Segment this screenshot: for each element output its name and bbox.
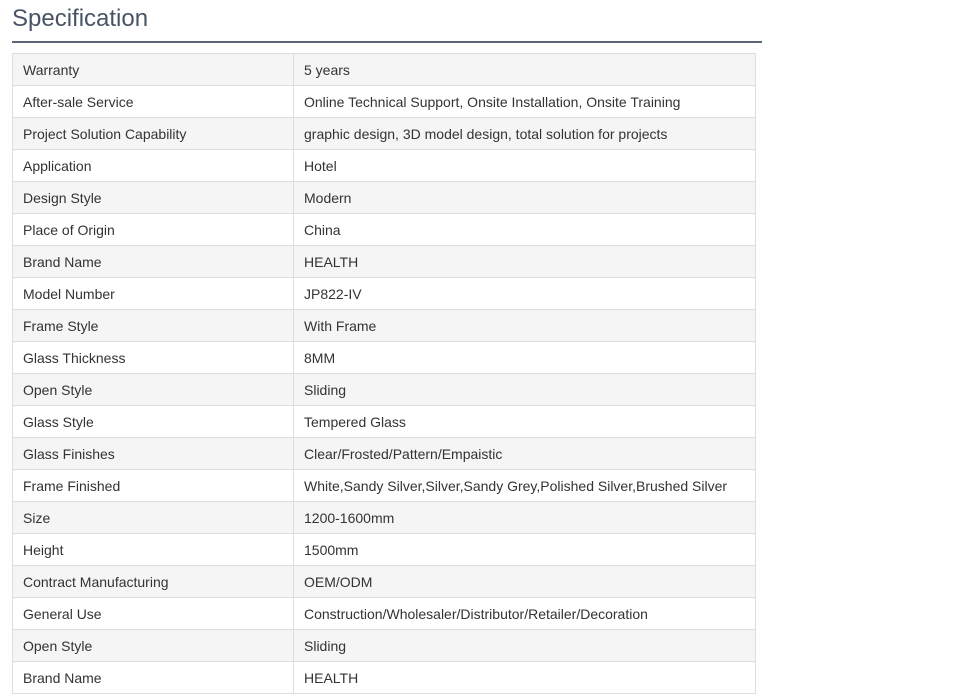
table-row [13, 630, 756, 662]
spec-value: JP822-IV [294, 278, 756, 310]
spec-label: Place of Origin [13, 214, 294, 246]
spec-value: China [294, 214, 756, 246]
table-row [13, 118, 756, 150]
table-row [13, 150, 756, 182]
spec-label: Open Style [13, 630, 294, 662]
table-row [13, 182, 756, 214]
spec-label: Project Solution Capability [13, 118, 294, 150]
spec-label: Warranty [13, 54, 294, 86]
table-row [13, 566, 756, 598]
spec-value: 1500mm [294, 534, 756, 566]
spec-value: graphic design, 3D model design, total solution for projects [294, 118, 756, 150]
spec-value: 5 years [294, 54, 756, 86]
spec-value: 8MM [294, 342, 756, 374]
page-title: Specification [12, 5, 149, 32]
table-row [13, 406, 756, 438]
spec-label: Open Style [13, 374, 294, 406]
spec-value: Hotel [294, 150, 756, 182]
table-row [13, 374, 756, 406]
table-row [13, 598, 756, 630]
spec-value: Sliding [294, 374, 756, 406]
title-divider [12, 41, 762, 43]
spec-label: Brand Name [13, 246, 294, 278]
spec-value: 1200-1600mm [294, 502, 756, 534]
spec-value: HEALTH [294, 662, 756, 694]
table-row [13, 534, 756, 566]
specification-table [12, 53, 756, 694]
table-row [13, 342, 756, 374]
spec-label: Design Style [13, 182, 294, 214]
table-row [13, 278, 756, 310]
table-row [13, 502, 756, 534]
spec-value: OEM/ODM [294, 566, 756, 598]
spec-value: Online Technical Support, Onsite Installation, Onsite Training [294, 86, 756, 118]
spec-value: HEALTH [294, 246, 756, 278]
spec-label: Glass Finishes [13, 438, 294, 470]
spec-value: Sliding [294, 630, 756, 662]
spec-value: Tempered Glass [294, 406, 756, 438]
spec-label: Application [13, 150, 294, 182]
spec-label: Frame Style [13, 310, 294, 342]
spec-value: Clear/Frosted/Pattern/Empaistic [294, 438, 756, 470]
spec-label: General Use [13, 598, 294, 630]
table-row [13, 86, 756, 118]
table-row [13, 246, 756, 278]
table-row [13, 470, 756, 502]
spec-label: Glass Style [13, 406, 294, 438]
spec-label: Frame Finished [13, 470, 294, 502]
spec-value: With Frame [294, 310, 756, 342]
spec-value: Modern [294, 182, 756, 214]
spec-label: After-sale Service [13, 86, 294, 118]
spec-label: Glass Thickness [13, 342, 294, 374]
table-row [13, 438, 756, 470]
table-row [13, 310, 756, 342]
table-row [13, 214, 756, 246]
spec-value: Construction/Wholesaler/Distributor/Retailer/Decoration [294, 598, 756, 630]
spec-label: Height [13, 534, 294, 566]
spec-value: White,Sandy Silver,Silver,Sandy Grey,Polished Silver,Brushed Silver [294, 470, 756, 502]
table-row [13, 54, 756, 86]
table-row [13, 662, 756, 694]
spec-label: Contract Manufacturing [13, 566, 294, 598]
spec-label: Brand Name [13, 662, 294, 694]
spec-label: Model Number [13, 278, 294, 310]
spec-label: Size [13, 502, 294, 534]
